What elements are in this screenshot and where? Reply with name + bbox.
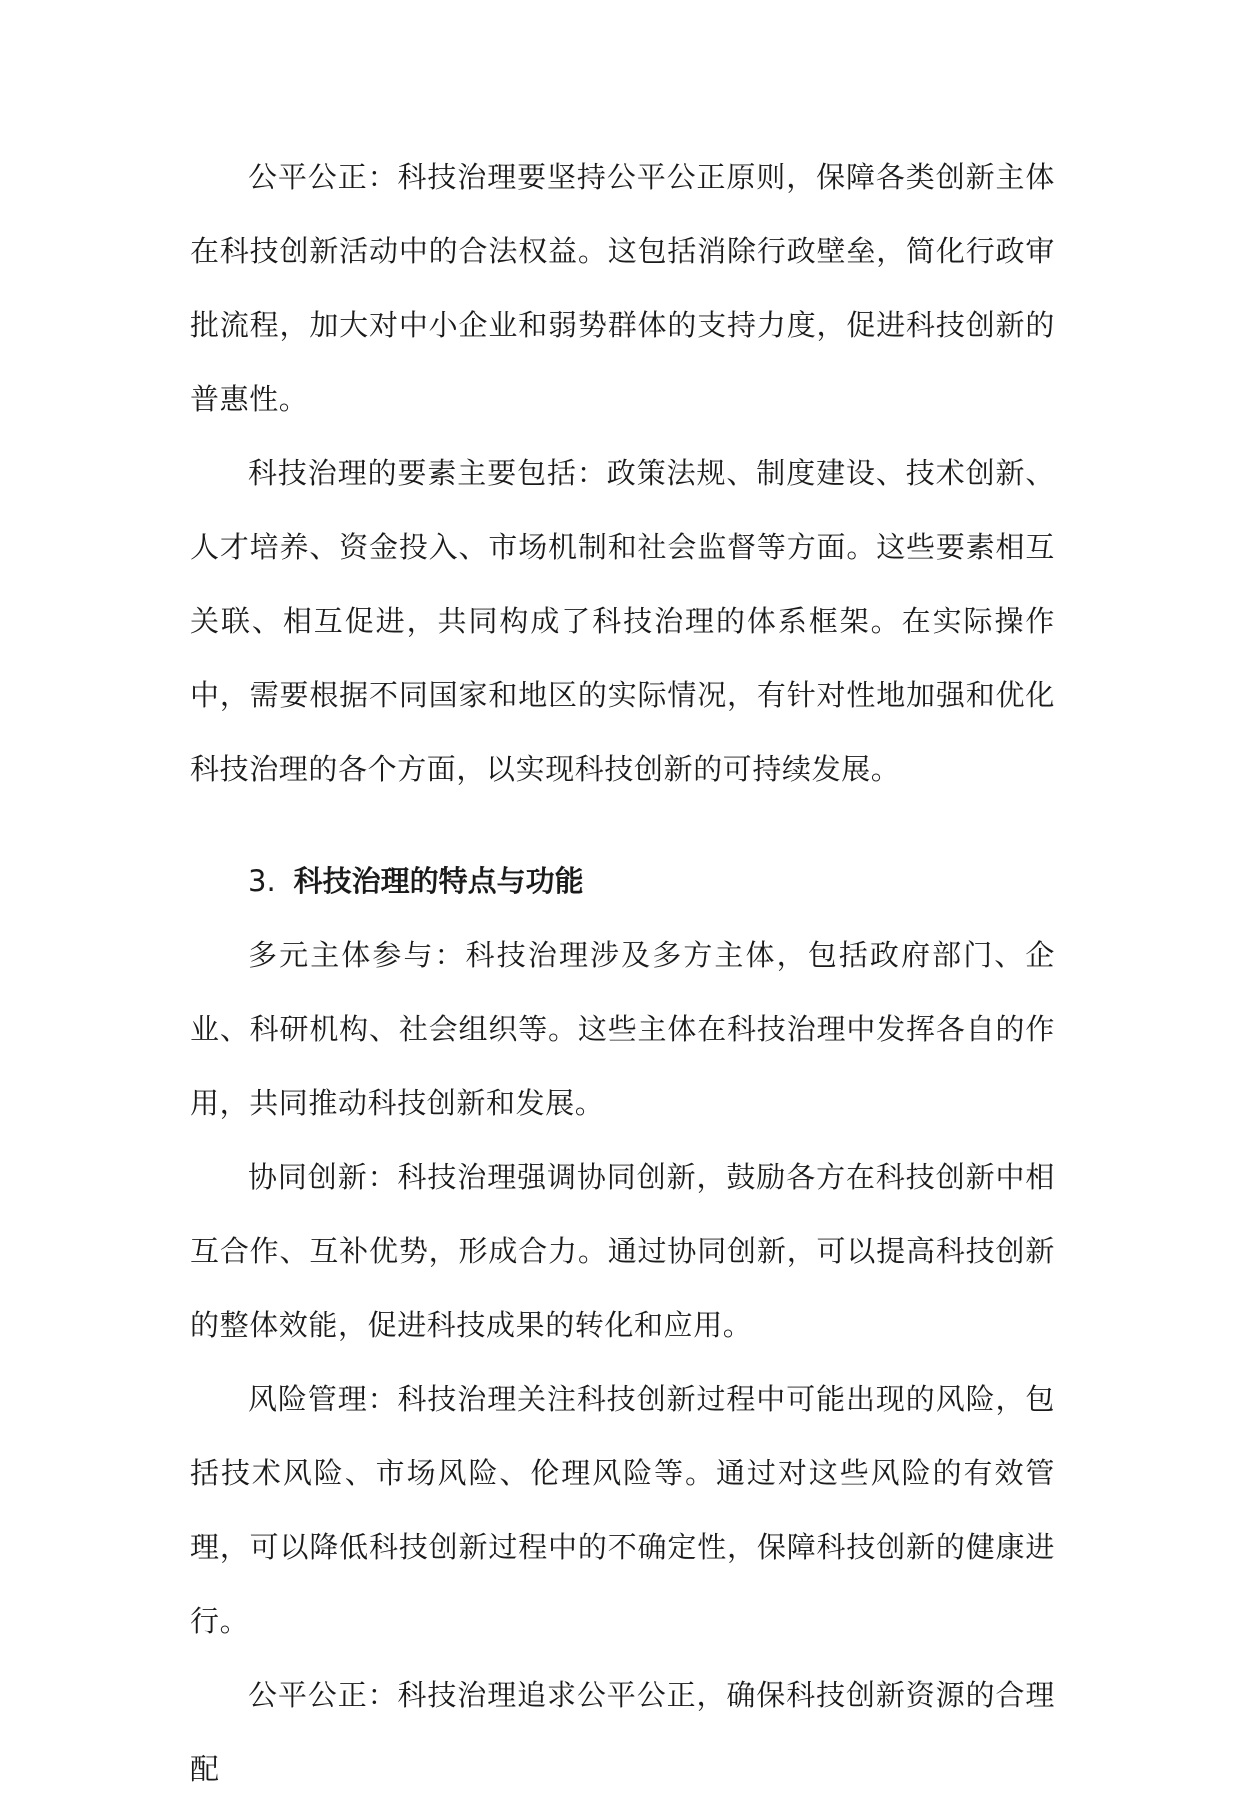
- section-heading: [190, 844, 1055, 918]
- section-number: 3.: [248, 864, 276, 898]
- section-title: 科技治理的特点与功能: [293, 864, 584, 898]
- paragraph-multi-stakeholder: 多元主体参与：科技治理涉及多方主体，包括政府部门、企业、科研机构、社会组织等。这些主体在科技治理中发挥各自的作用，共同推动科技创新和发展。: [190, 938, 1055, 1120]
- paragraph-governance-elements: 科技治理的要素主要包括：政策法规、制度建设、技术创新、人才培养、资金投入、市场机制和社会监督等方面。这些要素相互关联、相互促进，共同构成了科技治理的体系框架。在实际操作中，需要根据不同国家和地区的实际情况，有针对性地加强和优化科技治理的各个方面，以实现科技创新的可持续发展。: [190, 456, 1055, 786]
- paragraph-fairness-pursuit: 公平公正：科技治理追求公平公正，确保科技创新资源的合理配: [190, 1678, 1055, 1786]
- paragraph-risk-management: 风险管理：科技治理关注科技创新过程中可能出现的风险，包括技术风险、市场风险、伦理风险等。通过对这些风险的有效管理，可以降低科技创新过程中的不确定性，保障科技创新的健康进行。: [190, 1382, 1055, 1638]
- paragraph-fairness-principle: 公平公正：科技治理要坚持公平公正原则，保障各类创新主体在科技创新活动中的合法权益。这包括消除行政壁垒，简化行政审批流程，加大对中小企业和弱势群体的支持力度，促进科技创新的普惠性。: [190, 160, 1055, 416]
- paragraph-collaborative-innovation: 协同创新：科技治理强调协同创新，鼓励各方在科技创新中相互合作、互补优势，形成合力。通过协同创新，可以提高科技创新的整体效能，促进科技成果的转化和应用。: [190, 1160, 1055, 1342]
- document-body: [190, 140, 1055, 1806]
